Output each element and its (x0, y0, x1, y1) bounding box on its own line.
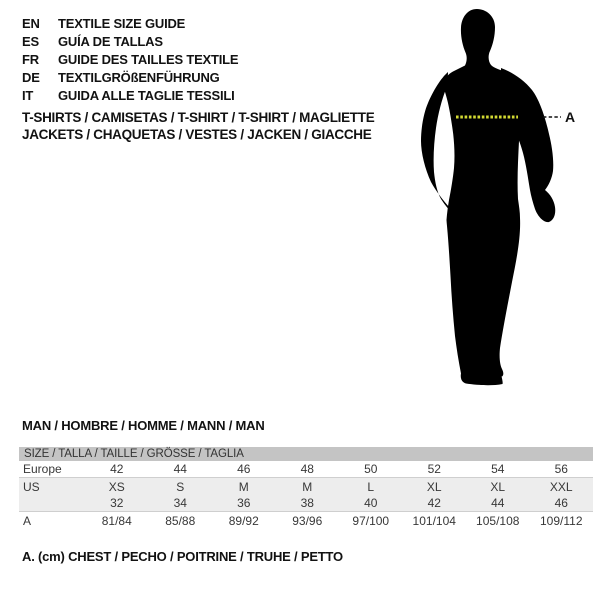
cell: 42 (427, 496, 441, 510)
cell: 34 (173, 496, 187, 510)
lang-row-de (22, 68, 238, 86)
cell: 56 (554, 462, 568, 476)
table-row-europe (19, 461, 593, 478)
man-figure (408, 6, 580, 388)
lang-code: FR (22, 51, 39, 67)
cell: 97/100 (352, 513, 390, 528)
lang-code: ES (22, 33, 39, 49)
cell: 50 (364, 462, 378, 476)
cell: M (238, 479, 249, 494)
cell: 89/92 (228, 513, 259, 528)
cell: 52 (427, 462, 441, 476)
cell: XL (426, 479, 442, 494)
cell: 32 (110, 496, 124, 510)
size-table-header: SIZE / TALLA / TAILLE / GRÖSSE / TAGLIA (19, 447, 593, 461)
lang-label: TEXTILE SIZE GUIDE (58, 15, 186, 31)
cell: L (367, 479, 375, 494)
lang-row-it (22, 86, 238, 104)
language-list (22, 14, 238, 104)
man-silhouette-body (443, 9, 527, 385)
lang-code: EN (22, 15, 40, 31)
cell: 48 (300, 462, 314, 476)
cell: M (302, 479, 313, 494)
cell: 105/108 (476, 513, 520, 528)
size-table (19, 447, 593, 529)
cell: 93/96 (292, 513, 323, 528)
row-label: Europe (23, 462, 62, 476)
cell: 42 (110, 462, 124, 476)
lang-code: DE (22, 69, 40, 85)
table-row-chest-a (19, 512, 593, 529)
cell: 36 (237, 496, 251, 510)
lang-label: GUÍA DE TALLAS (58, 33, 163, 49)
row-label: A (23, 513, 32, 528)
category-line-jackets: JACKETS / CHAQUETAS / VESTES / JACKEN / GIACCHE (22, 127, 372, 142)
category-line-tshirts: T-SHIRTS / CAMISETAS / T-SHIRT / T-SHIRT / MAGLIETTE (22, 110, 375, 125)
cell: 81/84 (101, 513, 132, 528)
cell: 40 (364, 496, 378, 510)
lang-label: GUIDE DES TAILLES TEXTILE (58, 51, 239, 67)
cell: XS (108, 479, 125, 494)
table-row-secondary-sizes (19, 495, 593, 512)
cell: 38 (300, 496, 314, 510)
cell: 54 (491, 462, 505, 476)
cell: 101/104 (412, 513, 456, 528)
lang-row-fr (22, 50, 238, 68)
lang-code: IT (22, 87, 34, 103)
cell: 46 (237, 462, 251, 476)
cell: XL (490, 479, 506, 494)
measurement-footnote: A. (cm) CHEST / PECHO / POITRINE / TRUHE / PETTO (22, 549, 343, 564)
section-title-man: MAN / HOMBRE / HOMME / MANN / MAN (22, 418, 265, 433)
cell: 109/112 (540, 513, 583, 528)
cell: XXL (549, 479, 573, 494)
cell: 44 (491, 496, 505, 510)
cell: 85/88 (165, 513, 196, 528)
lang-label: TEXTILGRÖßENFÜHRUNG (58, 69, 220, 85)
lang-label: GUIDA ALLE TAGLIE TESSILI (58, 87, 235, 103)
cell: S (176, 479, 185, 494)
cell: 44 (173, 462, 187, 476)
lang-row-en (22, 14, 238, 32)
row-label: US (23, 479, 40, 494)
category-list (22, 109, 374, 143)
lang-row-es (22, 32, 238, 50)
cell: 46 (554, 496, 568, 510)
table-row-us (19, 478, 593, 495)
measure-label-a: A (565, 109, 576, 125)
